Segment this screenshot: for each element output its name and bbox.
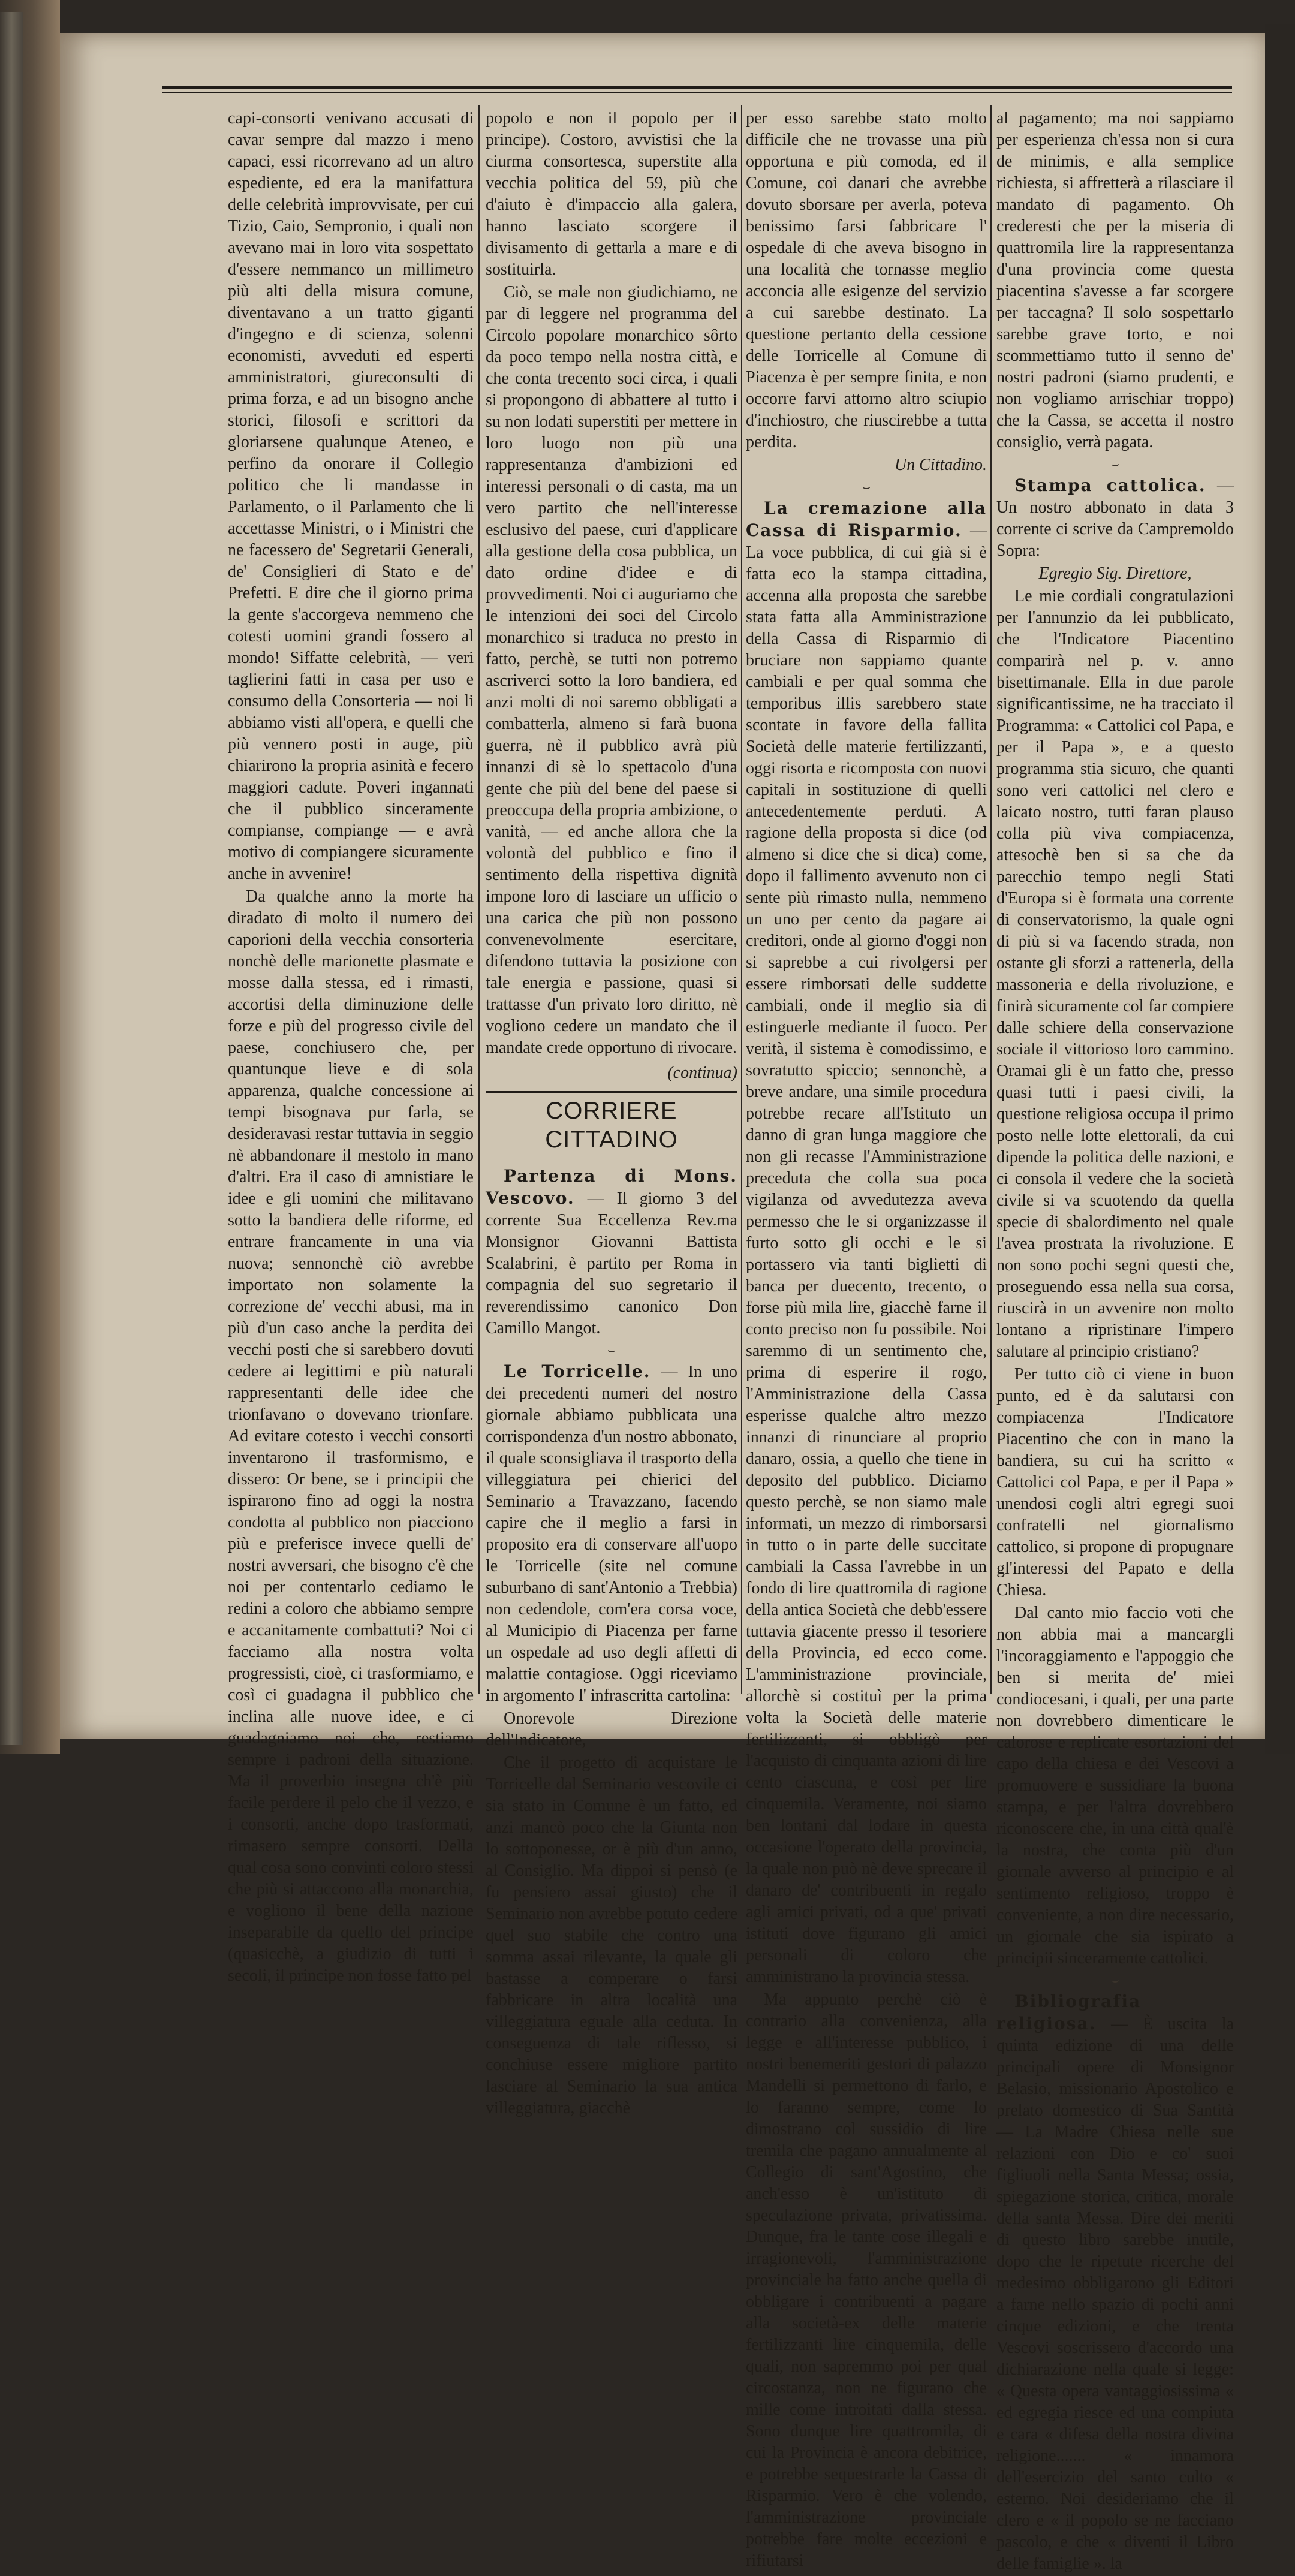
signature-cittadino: Un Cittadino. (894, 456, 987, 474)
spine-edge (0, 12, 23, 1745)
ornament-divider: ⌣ (1110, 1972, 1120, 1987)
ornament-divider: ⌣ (607, 1342, 616, 1357)
col2-paragraph-2: Ciò, se male non giudichiamo, ne par di leggere nel programma del Circolo popolare monarchico sôrto da poco tempo nella nostra città, e che conta trecento soci circa, i quali si propongono di abbattere al tutto i su non lodati superstiti per mettere in loro luogo non più una rappresentanza d'ambizioni ed interessi personali o di casta, ma un vero partito che nell'interesse esclusivo del paese, curi d'applicare alla gestione della cosa pubblica, un dato ordine d'idee e di provvedimenti. Noi ci auguriamo che le intenzioni dei soci del Circolo monarchico si traduca no presto in fatto, perchè, se tutti non potremo ascriverci sotto la loro bandiera, ed anzi molti di noi saremo obbligati a combatterla, almeno si farà buona guerra, nè il pubblico avrà più innanzi di sè lo spettacolo d'una gente che più del bene del paese si preoccupa della propria ambizione, o vanità, — ed anche allora che la volontà del pubblico e fino il sentimento della rispettiva dignità impone loro di lasciare un ufficio o una carica che più non possono convenevolmente esercitare, difendono tuttavia la posizione con tale energia e passione, quasi si trattasse d'un privato loro diritto, nè vogliono cedere un mandato che il mandate crede opportuno di rivocare. (486, 283, 737, 1057)
text-bibliografia: — È uscita la quinta edizione di una delle principali opere di Monsignor Belasio, missionario Apostolico e prelato domestico di Sua Santità — La Madre Chiesa nelle sue relazioni con Dio e co' suoi figliuoli nella Santa Messa; ossia, spiegazione storica, critica, morale della santa Messa. Dire dei meriti di questo libro sarebbe inutile, dopo che le ripetute ricerche del medesimo obbligarono gli Editori a farne nello spazio di pochi anni cinque edizioni, e che trenta Vescovi soscrissero d'accordo una dichiarazione nella quale si legge: « Questa opera vantaggiosissima « ed egregia riesce ed una compiuta e cara « difesa della nostra divina religione....... « innamora dell'esercizio del santo culto « esterno. Noi desideriamo che il clero e « il popolo se ne facciano pascolo, e che « diventi il Libro delle famiglie ». la (996, 2015, 1234, 2573)
col1-paragraph-2: Da qualche anno la morte ha diradato di molto il numero dei caporioni della vecchia consorteria nonchè delle marionette plasmate e mosse dalla stessa, ed i rimasti, accortisi della diminuzione delle forze e più del progresso civile del paese, conchiusero che, per quantunque lieve e di sola apparenza, qualche concessione ai tempi bisognava pur farla, se desideravasi restar tuttavia in seggio nè abbandonare il mestolo in mano d'altri. Era il caso di amnistiare le idee e gli uomini che militavano sotto la bandiera delle riforme, ed entrare francamente in una via nuova; sennonchè ciò avrebbe importato non solamente la correzione de' vecchi abusi, ma in più d'un caso anche la perdita dei vecchi posti che si sarebbero dovuti cedere ai legittimi e più naturali rappresentanti delle idee che trionfavano o dovevano trionfare. Ad evitare cotesto i vecchi consorti inventarono il trasformismo, e dissero: Or bene, se i principii che ispirarono fino ad oggi la nostra condotta al pubblico non piacciono più e preferisce invece quelli de' nostri avversari, che bisogno c'è che noi per contentarlo cediamo le redini a coloro che abbiamo sempre e accanitamente combattuti? Noi ci facciamo alla nostra volta progressisti, cioè, ci trasformiamo, e così ci guadagna il pubblico che inclina alle nuove idee, e ci guadagniamo noi che, restiamo sempre i padroni della situazione. Ma il proverbio insegna ch'è più facile perdere il pelo che il vezzo, e i consorti, anche dopo trasformati, rimasero sempre consorti. Della qual cosa sono convinti coloro stessi che più si attaccono alla monarchia, e vogliono il bene della nazione inseparabile da quello del principe (quasicchè, a giudizio di tutti i secoli, il principe non fosse fatto pel (228, 887, 474, 1985)
column-divider-2 (741, 105, 742, 1694)
col3-paragraph-1: per esso sarebbe stato molto difficile che ne trovasse una più opportuna e più comoda, ed il Comune, coi danari che avrebbe dovuto sborsare per averla, poteva benissimo farsi fabbricare l' ospedale di che aveva bisogno in una località che tornasse meglio acconcia alle esigenze del servizio a cui sarebbe destinato. La questione pertanto della cessione delle Torricelle al Comune di Piacenza è per sempre finita, e non occorre farvi attorno altro sciupio d'inchiostro, che riuscirebbe a tutta perdita. (746, 109, 987, 451)
column-divider-3 (990, 105, 992, 1694)
heading-partenza: Partenza di Mons. Vescovo. (486, 1166, 737, 1208)
text-torricelle: — In uno dei precedenti numeri del nostro giornale abbiamo pubblicata una corrispondenza d'un nostro abbonato, il quale sconsigliava il trasporto della villeggiatura pei chierici del Seminario a Travazzano, facendo capire che il meglio a farsi in proposito era di conservare all'uopo le Torricelle (site nel comune suburbano di sant'Antonio a Trebbia) non cedendole, com'era corsa voce, al Municipio di Piacenza per farne un ospedale ad uso degli affetti di malattie contagiose. Oggi riceviamo in argomento l' infrascritta cartolina: (486, 1363, 738, 1705)
col4-paragraph-dalcanto: Dal canto mio faccio voti che non abbia mai a mancargli l'incoraggiamento e l'appoggio che ben si merita de' miei condiocesani, i quali, per una parte non dovrebbero dimenticare le calorose e replicate esortazioni del capo della chiesa e dei Vescovi a promuovere e sussidiare la buona stampa, e per l'altra dovrebbero riconoscere che, in una città qual'è la nostra, che conta più d'un giornale avverso al principio e al sentimento religioso, troppo è conveniente, a non dire necessario, un giornale che sia ispirato a principii sinceramente cattolici. (996, 1604, 1234, 1968)
text-partenza: — Il giorno 3 del corrente Sua Eccellenza Rev.ma Monsignor Giovanni Battista Scalabrini, è partito per Roma in compagnia del suo segretario il reverendissimo canonico Don Camillo Mangot. (486, 1189, 737, 1337)
header-rule (162, 86, 1232, 89)
col3-paragraph-appunto: Ma appunto perchè ciò è contrario alla convenienza, alla legge e all'interesse pubblico, i nostri benemeriti gestori di palazzo Mandelli si permettono di farlo, e lo faranno sempre, come lo dimostrano col sussidio di lire tremila che pagano annualmente al Collegio di sant'Agostino, che anch'esso è un'istituto di speculazione privata, privatissima. Dunque, fra le tante cose illegali e irragionevoli, l'amministrazione provinciale ha fatto anche quella di obbligare i contribuenti a pagare alla società-ex delle materie fertilizzanti lire cinquemila, delle quali, non sapremmo poi per qual circostanza, non ne figurano che mille come introitati dalla stessa. Sono dunque lire quattromila, di cui la Provincia è ancora debitrice, e potrebbe sequestrarle la Cassa di Risparmio. Vero è che volendo, l'amministrazione provinciale potrebbe fare molte eccezioni e rifiutarsi (746, 1990, 987, 2570)
continua-note: (continua) (667, 1063, 737, 1082)
column-2 (486, 108, 737, 2120)
col4-paragraph-1: al pagamento; ma noi sappiamo per esperienza ch'essa non si cura de minimis, e alla semplice richiesta, si affretterà a rilasciare il mandato di pagamento. Oh crederesti che per la miseria di quattromila lire la rappresentanza d'una provincia come questa piacentina s'avesse a far scorgere per taccagna? Il solo sospettarlo sarebbe grave torto, e noi scommettiamo tutto il senno de' nostri padroni (siamo prudenti, e non vogliamo arrischiar troppo) che la Cassa, se accetta il nostro consiglio, verrà pagata. (996, 109, 1234, 451)
col2-paragraph-1: popolo e non il popolo per il principe). Costoro, avvistisi che la ciurma consortesca, superstite alla vecchia politica del 59, più che d'aiuto è d'impaccio alla galera, hanno lasciato scorgere il divisamento di gettarla a mare e di sostituirla. (486, 109, 737, 279)
page-right-shadow (1265, 24, 1295, 1754)
letter-salutation: Onorevole Direzione dell'Indicatore, (486, 1709, 737, 1749)
heading-torricelle: Le Torricelle. (504, 1361, 651, 1381)
heading-bibliografia: Bibliografia religiosa. (996, 1991, 1142, 2033)
header-rule-thin (162, 92, 1232, 93)
text-stampa: — Un nostro abbonato in data 3 corrente ci scrive da Campremoldo Sopra: (996, 477, 1234, 560)
ornament-divider: ⌣ (862, 479, 871, 494)
section-title-corriere: CORRIERE CITTADINO (486, 1091, 737, 1159)
text-cremazione: — La voce pubblica, di cui già si è fatta eco la stampa cittadina, accenna alla proposta che sarebbe stata fatta alla Amministrazione della Cassa di Risparmio di bruciare non sappiamo quante cambiali e per qual somma che temporibus illis sarebbero state scontate in favore della fallita Società delle materie fertilizzanti, oggi risorta e ricomposta con nuovi capitali in sostituzione di quelli antecedentemente perduti. A ragione della proposta si dice (od almeno si dice che si dica) come, dopo il fallimento avvenuto non ci sente più rimasto nulla, nemmeno un uno per cento da pagare ai creditori, onde al giorno d'oggi non si saprebbe a cui rivolgersi per essere rimborsati delle suddette cambiali, onde il meglio sia di estinguerle mediante il fuoco. Per verità, il sistema è comodissimo, e sovratutto spiccio; sennonchè, a breve andare, una simile procedura potrebbe recare all'Istituto un danno di gran lunga maggiore che non gli recasse l'Amministrazione preceduta che colla sua poca vigilanza od avvedutezza aveva permesso che le si organizzasse il furto sotto gli occhi e le si portassero via tanti biglietti di banca per duecento, trecento, o forse più mila lire, giacchè farne il conto preciso non fu possibile. Noi saremmo di un sentimento che, prima di esperire il rogo, l'Amministrazione della Cassa esperisse qualche altro mezzo innanzi di rinunciare al proprio danaro, ossia, a quello che tiene in deposito del pubblico. Diciamo questo perchè, se non siamo male informati, un mezzo di rimborsarsi in tutto o in parte delle succitate cambiali la Cassa l'avrebbe in un fondo di lire quattromila di ragione della antica Società che debb'essere tuttavia giacente presso il tesoriere della Provincia, ed ecco come. L'amministrazione provinciale, allorchè si costituì per la prima volta la Società delle materie fertilizzanti, si obbligò per l'acquisto di cinquanta azioni di lire cento ciascuna, e così per lire cinquemila. Veramente, noi siamo ben lontani dal lodare in questa occasione l'operato della provincia, la quale non può nè deve sprecare il danaro de' contribuenti in regalo agli amici privati, od a que' privati istituti dove figurano gli amici personali di coloro che amministrano la provincia stessa. (746, 522, 987, 1986)
column-4 (996, 108, 1234, 2576)
ornament-divider: ⌣ (1110, 456, 1120, 471)
col4-paragraph-pertutto: Per tutto ciò ci viene in buon punto, ed è da salutarsi con compiacenza l'Indicatore Piacentino che con in mano la bandiera, su cui ha scritto « Cattolici col Papa, e per il Papa » unendosi cogli altri egregi suoi confratelli nel giornalismo cattolico, si propone di propugnare gl'interessi del Papato e della Chiesa. (996, 1365, 1234, 1599)
column-3 (746, 108, 987, 2573)
column-1 (228, 108, 474, 1988)
heading-cremazione: La cremazione alla Cassa di Risparmio. (746, 498, 987, 540)
col4-paragraph-cordiali: Le mie cordiali congratulazioni per l'annunzio da lei pubblicato, che l'Indicatore Piacentino comparirà nel p. v. anno bisettimanale. Ella in due parole significantissime, ne ha tracciato il Programma: « Cattolici col Papa, e per il Papa », e a questo programma stia sicuro, che quanti sono veri cattolici nel clero e laicato nostro, tutti faran plauso colla più viva compiacenza, attesochè ben si sa che da parecchio tempo negli Stati d'Europa si è formata una corrente di conservatorismo, la quale ogni di più si va facendo strada, non ostante gli sforzi a rattenerla, della massoneria e della rivoluzione, e finirà sicuramente col far compiere dalle schiere della conservazione sociale il vittorioso loro cammino. Oramai gli è un fatto che, presso quasi tutti i paesi civili, la questione religiosa occupa il primo posto nelle lotte elettorali, da cui dipende la politica delle nazioni, e ci consola il vedere che la società civile si va scuotendo da quella specie di sbalordimento nel quale l'avea prostrata la rivoluzione. E non sono pochi segni questi che, proseguendo essa nella sua corsa, riuscirà in un avvenire non molto lontano a ripristinare l'impero salutare al principio cristiano? (996, 587, 1234, 1361)
letter-salutation-egregio: Egregio Sig. Direttore, (1038, 564, 1192, 583)
col1-paragraph-1: capi-consorti venivano accusati di cavar sempre dal mazzo i meno capaci, essi ricorrevano ad un altro espediente, ed era la manifattura delle celebrità improvvisate, per cui Tizio, Caio, Sempronio, i quali non avevano mai in loro vita sospettato d'essere nemmanco un millimetro più alti della misura comune, diventavano a un tratto giganti d'ingegno e di scienza, solenni economisti, avveduti ed esperti amministratori, giureconsulti di prima forza, e ad un bisogno anche storici, filosofi e scrittori da gloriarsene qualunque Ateneo, e perfino da onorare il Collegio politico che li mandasse in Parlamento, o il Parlamento che li accettasse Ministri, o i Ministri che ne facessero de' Segretarii Generali, de' Consiglieri di Stato e de' Prefetti. E dire che il giorno prima la gente s'accorgeva nemmeno che cotesti uomini grandi fossero al mondo! Siffatte celebrità, — veri taglierini fatti in casa per uso e consumo della Consorteria — noi li abbiamo visti all'opera, e quelli che più vennero posti in auge, più chiarirono la propria asinità e fecero maggiori cadute. Poveri ingannati che il pubblico sinceramente compianse, compiange — e avrà motivo di compiangere sicuramente anche in avvenire! (228, 109, 474, 883)
column-divider-1 (478, 105, 480, 1694)
heading-stampa: Stampa cattolica. (1014, 475, 1206, 495)
letter-body: Che il progetto di acquistare le Torricelle dal Seminario vescovile ci sia stato in Comune è un fatto, ed anzi mancò poco che la Giunta non lo sottoponesse, or è più d'un anno, al Consiglio. Ma dippoi si pensò (e fu pensiero assai giusto) che il Seminario non avrebbe potuto cedere quel suo stabile che contro una somma assai rilevante, la quale gli bastasse a comperare o farsi fabbricare in altra località una villeggiatura eguale alla ceduta. In conseguenza di tale riflesso, si conchiuse essere migliore partito lasciare al Seminario la sua antica villeggiatura, giacchè (486, 1754, 737, 2117)
